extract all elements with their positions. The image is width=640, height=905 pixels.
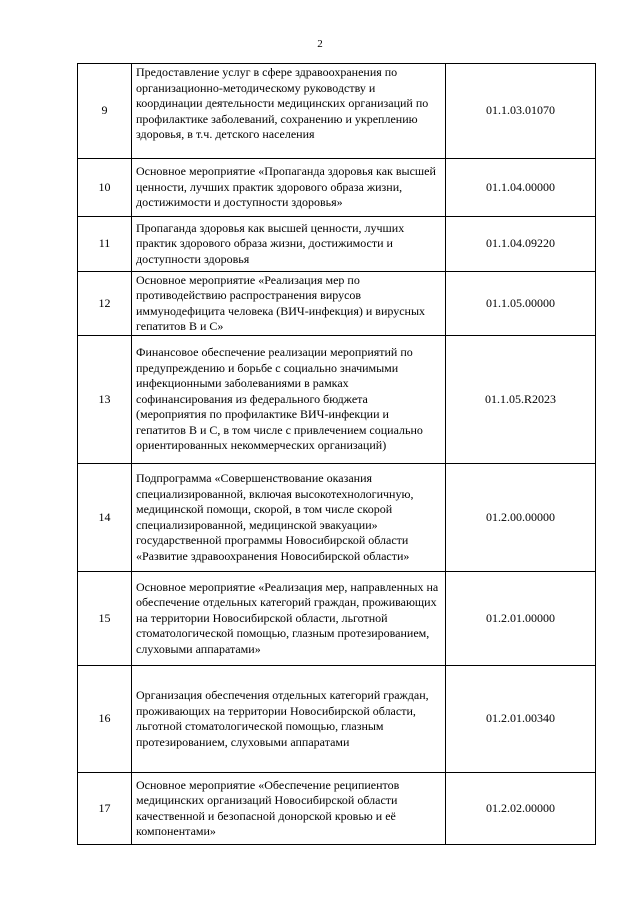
row-name: Финансовое обеспечение реализации мероприятий по предупреждению и борьбе с социально значимыми инфекционными заболеваниями в рамках софинансирования из федерального бюджета (мероприятия по профилактике ВИЧ-инфекции и гепатитов В и С, в том числе с привлечением социально ориентированных некоммерческих организаций) bbox=[132, 336, 446, 464]
table-row bbox=[78, 572, 596, 666]
table-row bbox=[78, 272, 596, 336]
row-number: 12 bbox=[78, 272, 132, 336]
table-row bbox=[78, 217, 596, 272]
row-number: 10 bbox=[78, 159, 132, 217]
row-code: 01.1.03.01070 bbox=[446, 64, 596, 159]
table-row bbox=[78, 464, 596, 572]
row-code: 01.2.02.00000 bbox=[446, 773, 596, 845]
row-code: 01.1.05.00000 bbox=[446, 272, 596, 336]
row-name: Основное мероприятие «Пропаганда здоровья как высшей ценности, лучших практик здорового образа жизни, достижимости и доступности здоровья» bbox=[132, 159, 446, 217]
row-number: 15 bbox=[78, 572, 132, 666]
row-name: Подпрограмма «Совершенствование оказания специализированной, включая высокотехнологичную, медицинской помощи, скорой, в том числе скорой специализированной, медицинской эвакуации» государственной программы Новосибирской области «Развитие здравоохранения Новосибирской области» bbox=[132, 464, 446, 572]
row-name: Основное мероприятие «Обеспечение реципиентов медицинских организаций Новосибирской области качественной и безопасной донорской кровью и её компонентами» bbox=[132, 773, 446, 845]
table-row bbox=[78, 336, 596, 464]
row-name: Предоставление услуг в сфере здравоохранения по организационно-методическому руководству и координации деятельности медицинских организаций по профилактике заболеваний, сохранению и укреплению здоровья, в т.ч. детского населения bbox=[132, 64, 446, 159]
row-number: 13 bbox=[78, 336, 132, 464]
page-number: 2 bbox=[317, 38, 323, 50]
row-code: 01.2.01.00340 bbox=[446, 666, 596, 773]
table-row bbox=[78, 773, 596, 845]
row-code: 01.2.00.00000 bbox=[446, 464, 596, 572]
row-number: 17 bbox=[78, 773, 132, 845]
row-name: Пропаганда здоровья как высшей ценности, лучших практик здорового образа жизни, достижимости и доступности здоровья bbox=[132, 217, 446, 272]
row-number: 9 bbox=[78, 64, 132, 159]
row-name: Основное мероприятие «Реализация мер, направленных на обеспечение отдельных категорий граждан, проживающих на территории Новосибирской области, льготной стоматологической помощью, глазным протезированием, слуховыми аппаратами» bbox=[132, 572, 446, 666]
table-row bbox=[78, 64, 596, 159]
row-number: 16 bbox=[78, 666, 132, 773]
row-number: 14 bbox=[78, 464, 132, 572]
row-code: 01.2.01.00000 bbox=[446, 572, 596, 666]
row-code: 01.1.04.09220 bbox=[446, 217, 596, 272]
row-name: Основное мероприятие «Реализация мер по противодействию распространения вирусов иммунодефицита человека (ВИЧ-инфекция) и вирусных гепатитов В и С» bbox=[132, 272, 446, 336]
table-row bbox=[78, 159, 596, 217]
row-code: 01.1.05.R2023 bbox=[446, 336, 596, 464]
row-name: Организация обеспечения отдельных категорий граждан, проживающих на территории Новосибирской области, льготной стоматологической помощью, глазным протезированием, слуховыми аппаратами bbox=[132, 666, 446, 773]
row-number: 11 bbox=[78, 217, 132, 272]
table-row bbox=[78, 666, 596, 773]
row-code: 01.1.04.00000 bbox=[446, 159, 596, 217]
budget-classification-table bbox=[77, 63, 596, 845]
